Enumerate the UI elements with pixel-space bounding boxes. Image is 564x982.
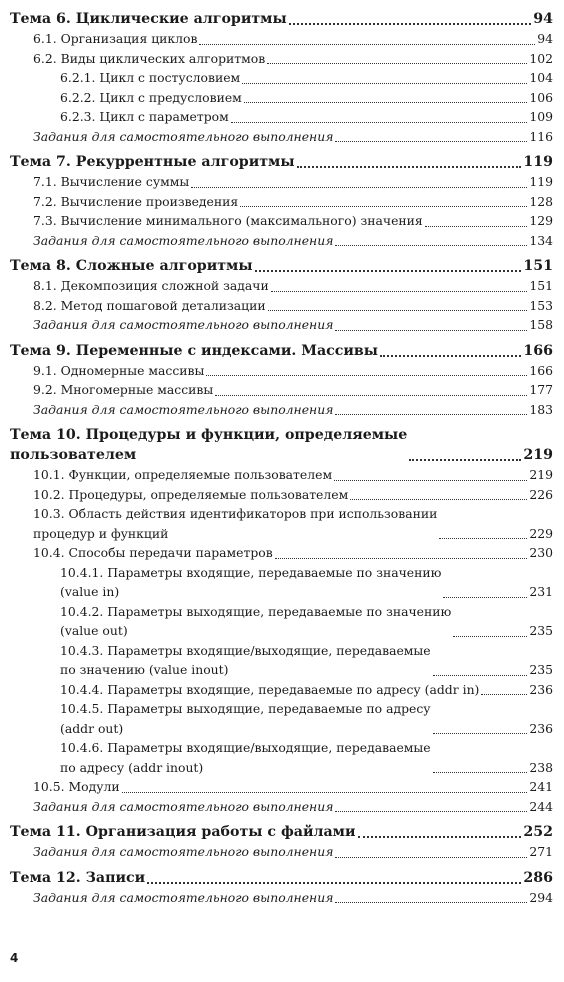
chapter-heading-title <box>10 152 295 172</box>
entry-title-line: (addr out) <box>60 720 124 736</box>
section-entry-title <box>33 211 423 231</box>
entry-page-number: 294 <box>529 889 553 905</box>
entry-page-number: 102 <box>529 50 553 66</box>
dot-leader <box>240 206 527 207</box>
dot-leader <box>481 694 527 695</box>
entry-title-line: по адресу (addr inout) <box>60 759 204 775</box>
subsection-entry-title <box>60 738 431 777</box>
tasks-entry[interactable] <box>10 888 553 908</box>
section-entry-title <box>33 380 213 400</box>
entry-page-number: 158 <box>529 317 553 332</box>
dot-leader <box>255 270 522 272</box>
subsection-entry[interactable] <box>10 641 553 680</box>
entry-page-number: 151 <box>529 278 553 293</box>
dot-leader <box>297 166 522 168</box>
entry-title-line: 10.4.4. Параметры входящие, передаваемые по адресу (addr in) <box>60 681 480 697</box>
dot-leader <box>335 414 527 415</box>
entry-page-number: 236 <box>529 720 553 736</box>
entry-page-number: 106 <box>529 89 553 105</box>
chapter-heading[interactable] <box>10 152 553 172</box>
entry-page-number: 116 <box>529 128 553 144</box>
subsection-entry[interactable] <box>10 88 553 108</box>
chapter-heading-title <box>10 9 287 29</box>
entry-page-number: 119 <box>523 154 553 170</box>
entry-title-line: 10.3. Область действия идентификаторов при использовании <box>33 506 438 521</box>
section-entry-title <box>33 361 204 381</box>
entry-page-number: 183 <box>529 401 553 417</box>
section-entry[interactable] <box>10 172 553 192</box>
section-entry-title <box>33 192 238 212</box>
dot-leader <box>215 395 527 396</box>
toc-chapter <box>10 868 553 908</box>
subsection-entry-title <box>60 602 451 641</box>
entry-title-line: пользователем <box>10 447 137 463</box>
entry-title-line: по значению (value inout) <box>60 662 229 677</box>
tasks-entry-title <box>33 400 333 420</box>
entry-page-number: 151 <box>523 258 553 274</box>
chapter-heading-title <box>10 341 378 361</box>
subsection-entry[interactable] <box>10 699 553 738</box>
section-entry[interactable] <box>10 485 553 505</box>
dot-leader <box>206 375 527 376</box>
entry-title-line: 6.1. Организация циклов <box>33 31 198 46</box>
entry-title-line: 10.4.6. Параметры входящие/выходящие, передаваемые <box>60 740 431 755</box>
dot-leader <box>289 23 532 25</box>
chapter-heading-title <box>10 256 253 276</box>
tasks-entry[interactable] <box>10 797 553 817</box>
dot-leader <box>147 882 521 884</box>
dot-leader <box>409 459 521 461</box>
dot-leader <box>335 245 527 246</box>
chapter-heading[interactable] <box>10 9 553 29</box>
dot-leader <box>335 141 527 142</box>
entry-page-number: 235 <box>529 662 553 677</box>
entry-page-number: 226 <box>529 486 553 502</box>
section-entry-title <box>33 485 348 505</box>
entry-page-number: 235 <box>529 623 553 638</box>
dot-leader <box>443 597 527 598</box>
entry-page-number: 109 <box>529 109 553 124</box>
entry-title-line: Задания для самостоятельного выполнения <box>33 401 334 417</box>
dot-leader <box>453 636 527 637</box>
section-entry[interactable] <box>10 49 553 69</box>
subsection-entry-title <box>60 88 242 108</box>
entry-title-line: Задания для самостоятельного выполнения <box>33 798 334 814</box>
toc-chapter <box>10 425 553 816</box>
section-entry[interactable] <box>10 192 553 212</box>
entry-page-number: 166 <box>529 362 553 378</box>
tasks-entry-title <box>33 842 333 862</box>
entry-title-line: Тема 9. Переменные с индексами. Массивы <box>10 342 379 359</box>
subsection-entry[interactable] <box>10 563 553 602</box>
tasks-entry[interactable] <box>10 231 553 251</box>
entry-page-number: 241 <box>529 779 553 794</box>
entry-title-line: 7.3. Вычисление минимального (максимального) значения <box>33 213 423 228</box>
tasks-entry-title <box>33 797 333 817</box>
entry-title-line: 10.4.2. Параметры выходящие, передаваемые по значению <box>60 603 452 619</box>
dot-leader <box>275 558 528 559</box>
section-entry-title <box>33 49 265 69</box>
entry-title-line: Тема 6. Циклические алгоритмы <box>10 11 287 27</box>
dot-leader <box>335 902 527 903</box>
dot-leader <box>335 811 527 812</box>
entry-page-number: 229 <box>529 525 553 541</box>
entry-title-line: 10.4.5. Параметры выходящие, передаваемые по адресу <box>60 701 431 716</box>
tasks-entry[interactable] <box>10 315 553 335</box>
entry-page-number: 129 <box>529 213 553 228</box>
entry-title-line: Тема 7. Рекуррентные алгоритмы <box>10 154 295 170</box>
section-entry-title <box>33 543 273 563</box>
entry-title-line: 7.2. Вычисление произведения <box>33 193 239 209</box>
dot-leader <box>433 675 528 676</box>
subsection-entry-title <box>60 107 229 127</box>
entry-title-line: 10.2. Процедуры, определяемые пользователем <box>33 486 349 502</box>
dot-leader <box>433 772 528 773</box>
entry-title-line: 10.1. Функции, определяемые пользователем <box>33 467 333 482</box>
dot-leader <box>199 44 535 45</box>
section-entry[interactable] <box>10 361 553 381</box>
entry-page-number: 236 <box>529 681 553 697</box>
section-entry-title <box>33 504 437 543</box>
toc-chapter <box>10 341 553 420</box>
table-of-contents <box>10 9 553 913</box>
page-number: 4 <box>10 951 19 965</box>
entry-page-number: 134 <box>529 232 553 248</box>
dot-leader <box>350 499 527 500</box>
dot-leader <box>358 836 522 838</box>
section-entry[interactable] <box>10 211 553 231</box>
dot-leader <box>231 122 528 123</box>
subsection-entry-title <box>60 641 431 680</box>
dot-leader <box>122 792 528 793</box>
dot-leader <box>242 83 527 84</box>
subsection-entry-title <box>60 699 431 738</box>
entry-title-line: процедур и функций <box>33 525 169 541</box>
subsection-entry[interactable] <box>10 738 553 777</box>
dot-leader <box>335 330 527 331</box>
entry-page-number: 219 <box>529 467 553 482</box>
tasks-entry[interactable] <box>10 842 553 862</box>
entry-title-line: Тема 8. Сложные алгоритмы <box>10 258 253 274</box>
dot-leader <box>334 480 527 481</box>
entry-page-number: 286 <box>523 869 553 886</box>
entry-page-number: 104 <box>529 70 553 85</box>
entry-title-line: (value out) <box>60 623 128 638</box>
dot-leader <box>267 63 527 64</box>
entry-page-number: 252 <box>523 824 553 840</box>
section-entry[interactable] <box>10 504 553 543</box>
section-entry-title <box>33 465 332 485</box>
subsection-entry[interactable] <box>10 602 553 641</box>
dot-leader <box>244 102 528 103</box>
subsection-entry[interactable] <box>10 107 553 127</box>
subsection-entry[interactable] <box>10 68 553 88</box>
entry-title-line: 6.2.3. Цикл с параметром <box>60 109 229 124</box>
entry-page-number: 271 <box>529 844 553 859</box>
entry-title-line: 7.1. Вычисление суммы <box>33 174 190 189</box>
toc-chapter <box>10 256 553 335</box>
section-entry-title <box>33 777 120 797</box>
toc-chapter <box>10 9 553 146</box>
dot-leader <box>271 291 528 292</box>
subsection-entry-title <box>60 68 240 88</box>
dot-leader <box>380 355 521 357</box>
toc-chapter <box>10 822 553 862</box>
entry-title-line: (value in) <box>60 584 120 599</box>
entry-title-line: 9.2. Многомерные массивы <box>33 382 214 397</box>
entry-title-line: Тема 10. Процедуры и функции, определяемые <box>10 427 408 443</box>
entry-page-number: 177 <box>529 382 553 397</box>
tasks-entry-title <box>33 315 333 335</box>
section-entry-title <box>33 276 269 296</box>
tasks-entry[interactable] <box>10 127 553 147</box>
entry-page-number: 94 <box>533 11 553 27</box>
entry-page-number: 128 <box>529 193 553 209</box>
chapter-heading-title <box>10 868 145 888</box>
tasks-entry-title <box>33 888 333 908</box>
entry-title-line: Задания для самостоятельного выполнения <box>33 128 334 144</box>
section-entry[interactable] <box>10 296 553 316</box>
chapter-heading[interactable] <box>10 341 553 361</box>
tasks-entry-title <box>33 231 333 251</box>
tasks-entry-title <box>33 127 333 147</box>
entry-title-line: 10.4.1. Параметры входящие, передаваемые по значению <box>60 564 442 580</box>
entry-title-line: Задания для самостоятельного выполнения <box>33 889 334 905</box>
entry-title-line: 6.2.1. Цикл с постусловием <box>60 70 241 85</box>
entry-page-number: 166 <box>523 342 553 359</box>
entry-page-number: 244 <box>529 798 553 814</box>
dot-leader <box>433 733 528 734</box>
entry-title-line: 8.2. Метод пошаговой детализации <box>33 297 266 313</box>
entry-title-line: Задания для самостоятельного выполнения <box>33 844 334 859</box>
section-entry-title <box>33 296 266 316</box>
section-entry[interactable] <box>10 465 553 485</box>
entry-page-number: 119 <box>529 174 553 189</box>
entry-title-line: 6.2.2. Цикл с предусловием <box>60 89 242 105</box>
chapter-heading[interactable] <box>10 425 553 465</box>
chapter-heading-title <box>10 822 356 842</box>
entry-page-number: 231 <box>529 584 553 599</box>
entry-page-number: 238 <box>529 759 553 775</box>
chapter-heading-title <box>10 425 407 465</box>
entry-page-number: 153 <box>529 297 553 313</box>
subsection-entry-title <box>60 680 479 700</box>
tasks-entry[interactable] <box>10 400 553 420</box>
entry-page-number: 230 <box>529 545 553 560</box>
section-entry[interactable] <box>10 380 553 400</box>
entry-title-line: Тема 11. Организация работы с файлами <box>10 824 356 840</box>
entry-title-line: 10.5. Модули <box>33 779 120 794</box>
entry-title-line: Тема 12. Записи <box>10 869 146 886</box>
dot-leader <box>268 310 528 311</box>
dot-leader <box>439 538 527 539</box>
entry-page-number: 219 <box>523 447 553 463</box>
dot-leader <box>191 187 527 188</box>
section-entry-title <box>33 172 189 192</box>
chapter-heading[interactable] <box>10 822 553 842</box>
section-entry-title <box>33 29 197 49</box>
subsection-entry-title <box>60 563 441 602</box>
section-entry[interactable] <box>10 543 553 563</box>
section-entry[interactable] <box>10 276 553 296</box>
section-entry[interactable] <box>10 29 553 49</box>
dot-leader <box>335 857 527 858</box>
entry-title-line: 10.4. Способы передачи параметров <box>33 545 273 560</box>
entry-title-line: 10.4.3. Параметры входящие/выходящие, передаваемые <box>60 642 431 658</box>
entry-title-line: 8.1. Декомпозиция сложной задачи <box>33 278 269 293</box>
entry-title-line: 6.2. Виды циклических алгоритмов <box>33 50 266 66</box>
chapter-heading[interactable] <box>10 868 553 888</box>
entry-page-number: 94 <box>537 31 553 46</box>
dot-leader <box>425 226 528 227</box>
section-entry[interactable] <box>10 777 553 797</box>
chapter-heading[interactable] <box>10 256 553 276</box>
entry-title-line: 9.1. Одномерные массивы <box>33 362 205 378</box>
subsection-entry[interactable] <box>10 680 553 700</box>
entry-title-line: Задания для самостоятельного выполнения <box>33 232 334 248</box>
entry-title-line: Задания для самостоятельного выполнения <box>33 317 334 332</box>
toc-chapter <box>10 152 553 250</box>
